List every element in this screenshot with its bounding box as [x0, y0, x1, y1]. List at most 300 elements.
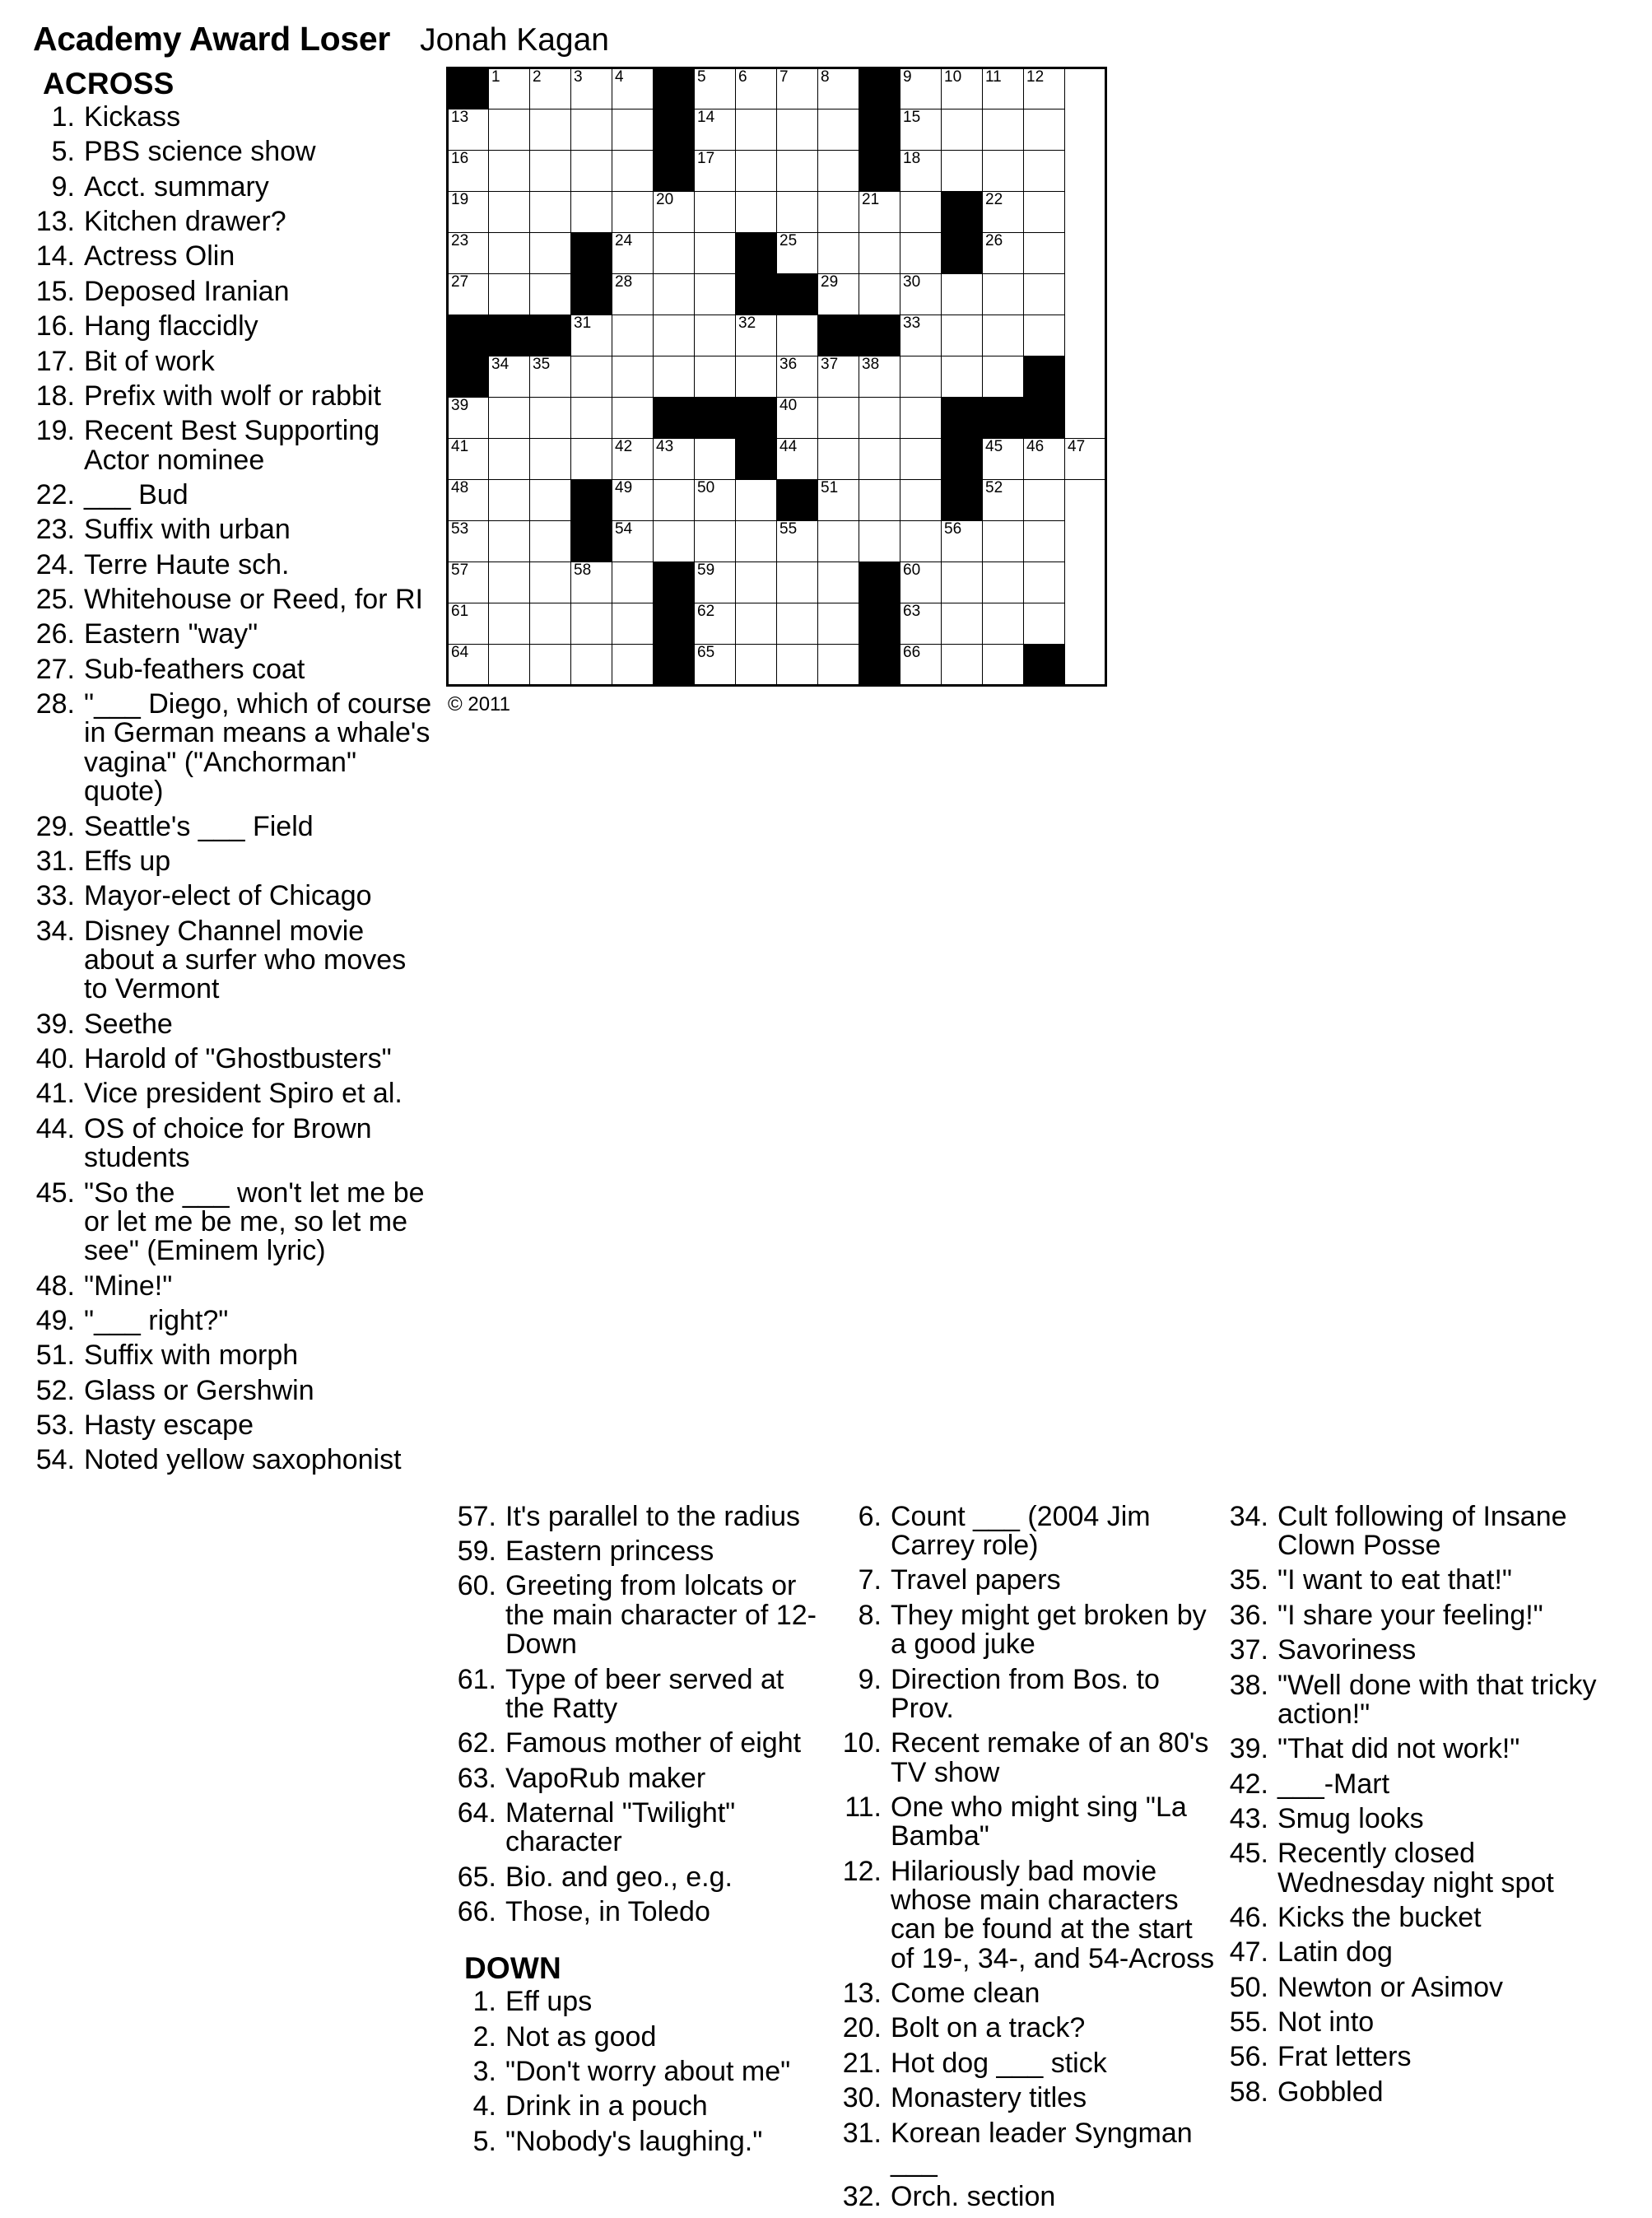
grid-cell[interactable] — [777, 233, 818, 274]
grid-cell-number: 64 — [451, 644, 469, 661]
grid-cell[interactable] — [571, 356, 612, 398]
clue-item[interactable] — [33, 1112, 433, 1174]
clue-item[interactable] — [840, 1793, 1215, 1852]
grid-cell[interactable] — [530, 356, 571, 398]
grid-cell[interactable] — [818, 233, 859, 274]
clue-item[interactable] — [454, 1500, 828, 1532]
grid-cell[interactable] — [859, 521, 900, 562]
grid-cell[interactable] — [448, 562, 489, 603]
grid-cell[interactable] — [900, 151, 942, 192]
grid-cell[interactable] — [612, 151, 654, 192]
grid-cell[interactable] — [695, 274, 736, 315]
grid-cell-number: 21 — [862, 191, 880, 208]
clue-item[interactable] — [454, 1863, 828, 1892]
grid-cell[interactable] — [1024, 68, 1065, 110]
clue-item[interactable] — [33, 1179, 433, 1266]
clue-item[interactable] — [33, 1045, 433, 1074]
grid-cell[interactable] — [695, 645, 736, 686]
grid-cell[interactable] — [530, 110, 571, 151]
grid-cell[interactable] — [695, 192, 736, 233]
grid-cell[interactable] — [983, 356, 1024, 398]
clue-item[interactable] — [1226, 1973, 1602, 2002]
grid-cell[interactable] — [612, 562, 654, 603]
clue-item[interactable] — [840, 1729, 1215, 1787]
grid-cell[interactable] — [695, 521, 736, 562]
grid-cell[interactable] — [612, 233, 654, 274]
clue-item[interactable] — [840, 2014, 1215, 2043]
grid-cell[interactable] — [983, 645, 1024, 686]
grid-cell[interactable] — [942, 356, 983, 398]
clue-item[interactable] — [33, 847, 433, 876]
clue-item[interactable] — [33, 620, 433, 649]
clue-item[interactable] — [33, 1341, 433, 1370]
clue-item[interactable] — [1226, 1735, 1602, 1764]
grid-cell-number: 32 — [738, 315, 756, 332]
clue-number: 2. — [472, 2020, 496, 2053]
grid-cell[interactable] — [983, 233, 1024, 274]
clue-item[interactable] — [33, 1411, 433, 1440]
grid-cell[interactable] — [1024, 439, 1065, 480]
clue-item[interactable] — [454, 1572, 828, 1659]
grid-cell[interactable] — [489, 68, 530, 110]
grid-cell[interactable] — [448, 439, 489, 480]
grid-cell[interactable] — [736, 356, 777, 398]
clue-text: Prefix with wolf or rabbit — [84, 380, 381, 412]
grid-cell[interactable] — [900, 274, 942, 315]
grid-cell[interactable] — [818, 356, 859, 398]
clue-number: 29. — [35, 810, 75, 842]
grid-cell[interactable] — [1024, 315, 1065, 356]
grid-cell-block — [571, 274, 612, 315]
grid-cell[interactable] — [859, 398, 900, 439]
grid-cell[interactable] — [983, 480, 1024, 521]
grid-cell[interactable] — [983, 603, 1024, 645]
grid-row — [448, 603, 1106, 645]
grid-cell[interactable] — [448, 521, 489, 562]
clue-item[interactable] — [33, 1079, 433, 1108]
grid-cell[interactable] — [818, 603, 859, 645]
grid-cell[interactable] — [654, 192, 695, 233]
grid-cell[interactable] — [736, 110, 777, 151]
grid-cell-number: 41 — [451, 438, 469, 455]
clue-number: 32. — [842, 2181, 882, 2213]
grid-cell-number: 35 — [533, 356, 551, 373]
grid-cell[interactable] — [983, 68, 1024, 110]
grid-cell[interactable] — [777, 110, 818, 151]
clue-item[interactable] — [1226, 2008, 1602, 2037]
grid-cell[interactable] — [654, 480, 695, 521]
clue-number: 45. — [35, 1177, 75, 1209]
clue-item[interactable] — [1226, 1671, 1602, 1730]
grid-cell[interactable] — [900, 439, 942, 480]
clue-item[interactable] — [33, 1446, 433, 1475]
grid-cell[interactable] — [818, 68, 859, 110]
puzzle-author: Jonah Kagan — [420, 22, 609, 58]
clue-number: 57. — [457, 1500, 496, 1532]
grid-cell[interactable] — [530, 398, 571, 439]
grid-cell[interactable] — [900, 398, 942, 439]
grid-cell[interactable] — [571, 562, 612, 603]
grid-cell[interactable] — [859, 439, 900, 480]
clue-text: Greeting from lolcats or the main character of 12-Down — [505, 1570, 817, 1661]
clue-number: 34. — [35, 915, 75, 947]
grid-cell[interactable] — [530, 480, 571, 521]
clue-item[interactable] — [1226, 1500, 1602, 1562]
grid-cell[interactable] — [489, 110, 530, 151]
grid-cell[interactable] — [1024, 521, 1065, 562]
clue-item[interactable] — [840, 1663, 1215, 1724]
grid-cell[interactable] — [983, 151, 1024, 192]
grid-cell[interactable] — [1024, 233, 1065, 274]
grid-cell[interactable] — [777, 192, 818, 233]
grid-cell[interactable] — [818, 562, 859, 603]
grid-cell[interactable] — [1065, 439, 1106, 480]
clue-item[interactable] — [1226, 1566, 1602, 1595]
grid-cell[interactable] — [448, 645, 489, 686]
grid-cell[interactable] — [695, 315, 736, 356]
grid-cell[interactable] — [736, 645, 777, 686]
grid-cell[interactable] — [900, 315, 942, 356]
grid-cell[interactable] — [695, 110, 736, 151]
clue-item[interactable] — [454, 2127, 828, 2156]
clue-item[interactable] — [33, 882, 433, 911]
clue-item[interactable] — [33, 207, 433, 236]
grid-cell[interactable] — [900, 192, 942, 233]
grid-cell[interactable] — [777, 398, 818, 439]
grid-cell[interactable] — [1024, 274, 1065, 315]
clue-item[interactable] — [1226, 1636, 1602, 1665]
grid-cell[interactable] — [859, 356, 900, 398]
grid-cell[interactable] — [695, 603, 736, 645]
grid-cell[interactable] — [942, 521, 983, 562]
clue-item[interactable] — [454, 1537, 828, 1566]
grid-cell[interactable] — [489, 398, 530, 439]
grid-cell[interactable] — [777, 562, 818, 603]
grid-cell[interactable] — [489, 645, 530, 686]
clue-item[interactable] — [1226, 1802, 1602, 1834]
grid-cell[interactable] — [983, 315, 1024, 356]
grid-cell[interactable] — [448, 603, 489, 645]
clue-item[interactable] — [840, 2183, 1215, 2211]
grid-cell[interactable] — [736, 315, 777, 356]
clue-item[interactable] — [33, 170, 433, 203]
clue-item[interactable] — [454, 2020, 828, 2053]
grid-cell[interactable] — [612, 68, 654, 110]
grid-cell[interactable] — [818, 521, 859, 562]
grid-cell[interactable] — [489, 233, 530, 274]
grid-cell[interactable] — [612, 603, 654, 645]
grid-cell[interactable] — [612, 110, 654, 151]
grid-cell[interactable] — [695, 68, 736, 110]
clue-item[interactable] — [1226, 2043, 1602, 2071]
grid-cell[interactable] — [571, 645, 612, 686]
grid-cell-block — [654, 562, 695, 603]
clue-item[interactable] — [840, 1566, 1215, 1595]
grid-cell[interactable] — [818, 480, 859, 521]
grid-cell[interactable] — [942, 603, 983, 645]
grid-cell[interactable] — [942, 315, 983, 356]
clue-item[interactable] — [1226, 1839, 1602, 1898]
clue-number: 22. — [35, 478, 75, 510]
grid-cell[interactable] — [571, 151, 612, 192]
down-heading: DOWN — [464, 1951, 561, 1986]
grid-cell[interactable] — [530, 274, 571, 315]
grid-cell[interactable] — [777, 645, 818, 686]
grid-cell[interactable] — [489, 274, 530, 315]
grid-cell[interactable] — [489, 192, 530, 233]
grid-cell[interactable] — [942, 68, 983, 110]
grid-cell[interactable] — [1024, 192, 1065, 233]
clue-item[interactable] — [1226, 1770, 1602, 1799]
grid-cell[interactable] — [983, 110, 1024, 151]
grid-cell[interactable] — [571, 192, 612, 233]
grid-cell[interactable] — [489, 356, 530, 398]
grid-cell[interactable] — [736, 151, 777, 192]
clue-item[interactable] — [33, 585, 433, 614]
grid-cell-block — [859, 562, 900, 603]
grid-cell[interactable] — [900, 68, 942, 110]
grid-cell-block — [777, 480, 818, 521]
grid-cell[interactable] — [695, 480, 736, 521]
clue-text: "That did not work!" — [1277, 1733, 1520, 1765]
grid-cell[interactable] — [612, 521, 654, 562]
grid-cell[interactable] — [777, 68, 818, 110]
grid-cell[interactable] — [654, 439, 695, 480]
grid-cell[interactable] — [448, 233, 489, 274]
grid-cell[interactable] — [942, 110, 983, 151]
clue-item[interactable] — [1226, 2078, 1602, 2107]
grid-cell[interactable] — [818, 110, 859, 151]
grid-cell[interactable] — [448, 192, 489, 233]
clue-item[interactable] — [840, 2049, 1215, 2078]
grid-cell[interactable] — [612, 480, 654, 521]
clue-number: 34. — [1229, 1500, 1268, 1532]
grid-cell[interactable] — [736, 603, 777, 645]
grid-cell[interactable] — [1024, 110, 1065, 151]
clue-item[interactable] — [33, 1304, 433, 1336]
grid-cell[interactable] — [612, 398, 654, 439]
grid-cell[interactable] — [736, 480, 777, 521]
grid-cell[interactable] — [530, 562, 571, 603]
grid-cell[interactable] — [530, 603, 571, 645]
grid-cell[interactable] — [777, 439, 818, 480]
clue-item[interactable] — [454, 1729, 828, 1758]
clue-item[interactable] — [33, 312, 433, 341]
clue-text: ___-Mart — [1277, 1768, 1390, 1800]
grid-cell[interactable] — [1024, 562, 1065, 603]
grid-cell[interactable] — [859, 233, 900, 274]
grid-cell[interactable] — [942, 274, 983, 315]
clue-text: Noted yellow saxophonist — [84, 1444, 402, 1476]
grid-cell[interactable] — [818, 645, 859, 686]
grid-cell[interactable] — [777, 151, 818, 192]
clue-item[interactable] — [33, 810, 433, 842]
clue-item[interactable] — [454, 1898, 828, 1927]
grid-cell[interactable] — [900, 233, 942, 274]
grid-cell[interactable] — [530, 151, 571, 192]
clue-text: Monastery titles — [891, 2082, 1087, 2114]
grid-cell[interactable] — [942, 562, 983, 603]
grid-cell[interactable] — [983, 521, 1024, 562]
grid-cell-number: 55 — [779, 520, 798, 538]
grid-cell[interactable] — [571, 439, 612, 480]
grid-cell[interactable] — [695, 356, 736, 398]
clue-item[interactable] — [33, 478, 433, 510]
grid-cell[interactable] — [612, 645, 654, 686]
clue-number: 28. — [35, 688, 75, 720]
grid-cell[interactable] — [1024, 480, 1065, 521]
grid-cell[interactable] — [736, 192, 777, 233]
grid-cell[interactable] — [571, 603, 612, 645]
grid-cell[interactable] — [612, 356, 654, 398]
grid-cell-block — [654, 398, 695, 439]
clue-text: Not as good — [505, 2020, 657, 2053]
clue-item[interactable] — [1226, 1938, 1602, 1967]
grid-cell[interactable] — [900, 603, 942, 645]
grid-cell[interactable] — [530, 439, 571, 480]
grid-cell[interactable] — [448, 274, 489, 315]
grid-cell[interactable] — [489, 439, 530, 480]
grid-cell[interactable] — [530, 192, 571, 233]
grid-cell[interactable] — [900, 480, 942, 521]
grid-cell[interactable] — [900, 356, 942, 398]
clue-item[interactable] — [840, 1979, 1215, 2008]
grid-cell[interactable] — [777, 315, 818, 356]
grid-cell[interactable] — [942, 645, 983, 686]
grid-cell[interactable] — [612, 274, 654, 315]
clue-item[interactable] — [33, 515, 433, 544]
grid-cell[interactable] — [530, 68, 571, 110]
crossword-grid[interactable] — [446, 67, 1107, 687]
clue-item[interactable] — [840, 1601, 1215, 1660]
grid-cell[interactable] — [571, 110, 612, 151]
grid-cell[interactable] — [983, 192, 1024, 233]
grid-cell[interactable] — [571, 315, 612, 356]
grid-cell[interactable] — [859, 192, 900, 233]
clue-item[interactable] — [454, 1987, 828, 2016]
grid-cell[interactable] — [818, 192, 859, 233]
grid-cell[interactable] — [900, 645, 942, 686]
grid-cell[interactable] — [530, 233, 571, 274]
clue-item[interactable] — [454, 1764, 828, 1793]
grid-cell[interactable] — [612, 192, 654, 233]
grid-cell[interactable] — [571, 398, 612, 439]
grid-cell-number: 16 — [451, 150, 469, 167]
grid-cell[interactable] — [1024, 151, 1065, 192]
clue-text: "I share your feeling!" — [1277, 1599, 1543, 1631]
clue-text: VapoRub maker — [505, 1762, 706, 1794]
clue-item[interactable] — [33, 690, 433, 806]
clue-item[interactable] — [33, 917, 433, 1004]
grid-cell[interactable] — [654, 356, 695, 398]
grid-cell[interactable] — [859, 480, 900, 521]
grid-cell[interactable] — [736, 562, 777, 603]
clue-text: Hilariously bad movie whose main characters can be found at the start of 19-, 34-, and 54-Across — [891, 1855, 1215, 1974]
grid-cell[interactable] — [654, 274, 695, 315]
grid-cell[interactable] — [530, 521, 571, 562]
grid-cell[interactable] — [489, 562, 530, 603]
grid-cell[interactable] — [654, 315, 695, 356]
clue-item[interactable] — [454, 1796, 828, 1858]
grid-cell[interactable] — [695, 562, 736, 603]
clue-text: Bolt on a track? — [891, 2012, 1086, 2044]
grid-cell[interactable] — [942, 151, 983, 192]
clue-item[interactable] — [840, 2084, 1215, 2113]
grid-cell[interactable] — [900, 521, 942, 562]
grid-cell[interactable] — [448, 151, 489, 192]
grid-cell[interactable] — [695, 151, 736, 192]
grid-cell[interactable] — [983, 562, 1024, 603]
grid-cell[interactable] — [489, 480, 530, 521]
clue-item[interactable] — [454, 1663, 828, 1724]
grid-cell[interactable] — [1024, 603, 1065, 645]
clue-item[interactable] — [33, 548, 433, 580]
clue-text: Cult following of Insane Clown Posse — [1277, 1500, 1567, 1562]
clue-item[interactable] — [840, 1500, 1215, 1562]
grid-cell[interactable] — [777, 603, 818, 645]
clue-item[interactable] — [840, 1857, 1215, 1973]
clue-item[interactable] — [33, 137, 433, 166]
clue-item[interactable] — [33, 347, 433, 376]
grid-cell[interactable] — [859, 274, 900, 315]
grid-cell[interactable] — [695, 439, 736, 480]
grid-cell[interactable] — [736, 68, 777, 110]
clue-item[interactable] — [33, 1374, 433, 1406]
clue-item[interactable] — [33, 277, 433, 306]
grid-cell[interactable] — [612, 439, 654, 480]
grid-cell[interactable] — [983, 439, 1024, 480]
grid-cell[interactable] — [736, 521, 777, 562]
grid-cell[interactable] — [654, 233, 695, 274]
grid-cell[interactable] — [900, 562, 942, 603]
grid-cell[interactable] — [818, 398, 859, 439]
grid-cell[interactable] — [777, 521, 818, 562]
grid-cell[interactable] — [489, 603, 530, 645]
clue-item[interactable] — [33, 417, 433, 475]
grid-cell[interactable] — [654, 521, 695, 562]
clue-item[interactable] — [454, 2092, 828, 2121]
grid-cell[interactable] — [448, 110, 489, 151]
clue-item[interactable] — [33, 655, 433, 684]
down-clue-list-1 — [454, 1987, 828, 2156]
clue-number: 54. — [35, 1444, 75, 1476]
clue-text: "Nobody's laughing." — [505, 2125, 763, 2157]
clue-item[interactable] — [33, 242, 433, 271]
grid-cell[interactable] — [983, 274, 1024, 315]
grid-cell[interactable] — [818, 151, 859, 192]
clue-item[interactable] — [1226, 1601, 1602, 1630]
grid-cell[interactable] — [489, 151, 530, 192]
clue-item[interactable] — [33, 1272, 433, 1301]
grid-cell[interactable] — [571, 68, 612, 110]
clue-item[interactable] — [454, 2057, 828, 2086]
grid-cell[interactable] — [448, 398, 489, 439]
grid-cell[interactable] — [612, 315, 654, 356]
clue-item[interactable] — [840, 2119, 1215, 2178]
clue-item[interactable] — [33, 382, 433, 411]
clue-item[interactable] — [33, 1010, 433, 1039]
grid-cell[interactable] — [448, 480, 489, 521]
grid-cell[interactable] — [818, 274, 859, 315]
clue-item[interactable] — [33, 103, 433, 132]
grid-cell[interactable] — [818, 439, 859, 480]
clue-item[interactable] — [1226, 1903, 1602, 1932]
grid-cell[interactable] — [777, 356, 818, 398]
grid-cell[interactable] — [695, 233, 736, 274]
grid-cell[interactable] — [530, 645, 571, 686]
grid-cell[interactable] — [489, 521, 530, 562]
grid-cell[interactable] — [900, 110, 942, 151]
